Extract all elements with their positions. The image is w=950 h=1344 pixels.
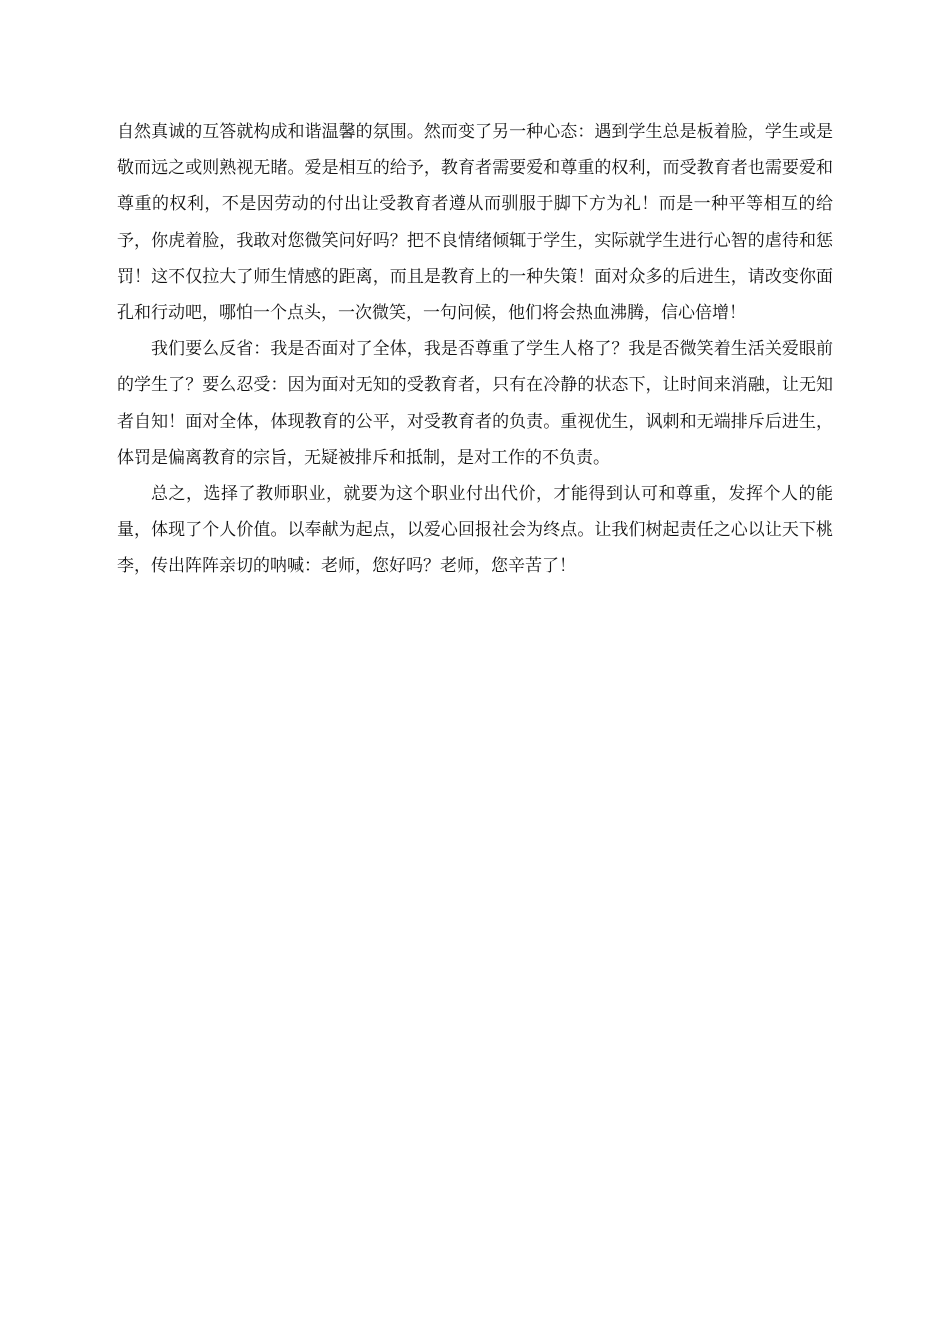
- paragraph-1: 自然真诚的互答就构成和谐温馨的氛围。然而变了另一种心态：遇到学生总是板着脸，学生或是敬而远之或则熟视无睹。爱是相互的给予，教育者需要爱和尊重的权利，而受教育者也需要爱和尊重的权利，不是因劳动的付出让受教育者遵从而驯服于脚下方为礼！而是一种平等相互的给予，你虎着脸，我敢对您微笑问好吗？把不良情绪倾辄于学生，实际就学生进行心智的虐待和惩罚！这不仅拉大了师生情感的距离，而且是教育上的一种失策！面对众多的后进生，请改变你面孔和行动吧，哪怕一个点头，一次微笑，一句问候，他们将会热血沸腾，信心倍增！: [117, 122, 833, 324]
- paragraph-3: 总之，选择了教师职业，就要为这个职业付出代价，才能得到认可和尊重，发挥个人的能量，体现了个人价值。以奉献为起点，以爱心回报社会为终点。让我们树起责任之心以让天下桃李，传出阵阵亲切的呐喊：老师，您好吗？老师，您辛苦了！: [117, 484, 833, 577]
- paragraph-2: 我们要么反省：我是否面对了全体，我是否尊重了学生人格了？我是否微笑着生活关爱眼前的学生了？要么忍受：因为面对无知的受教育者，只有在冷静的状态下，让时间来消融，让无知者自知！面对全体，体现教育的公平，对受教育者的负责。重视优生，讽刺和无端排斥后进生，体罚是偏离教育的宗旨，无疑被排斥和抵制，是对工作的不负责。: [117, 339, 833, 468]
- document-page: [117, 114, 833, 585]
